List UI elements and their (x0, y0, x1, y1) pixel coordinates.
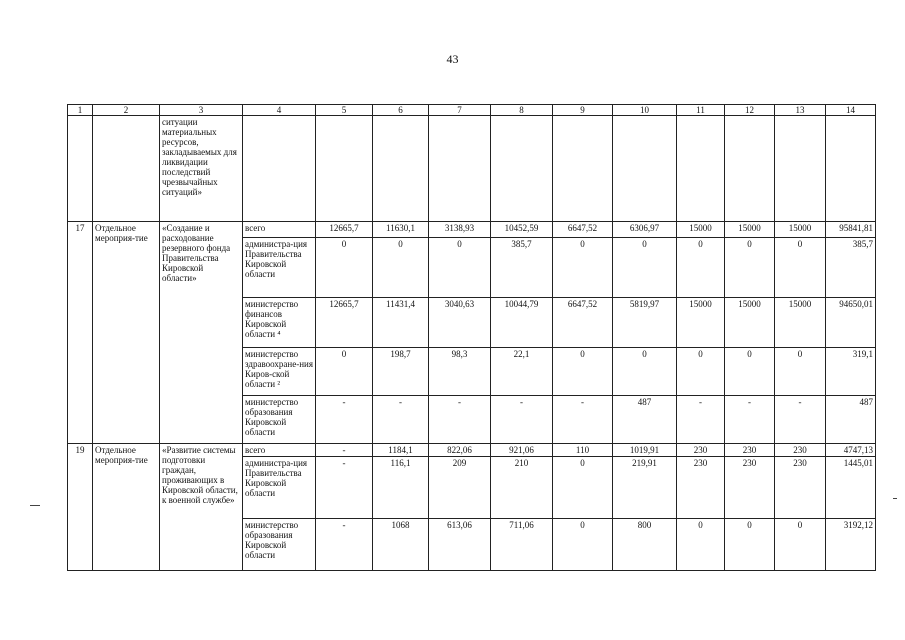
value-cell: 15000 (725, 298, 775, 348)
value-cell: 230 (725, 457, 775, 519)
executor-cell: администра-ция Правительства Кировской области (243, 238, 316, 298)
value-cell: 0 (677, 519, 725, 571)
table-row (68, 222, 876, 238)
value-cell: - (316, 396, 373, 444)
value-cell: 0 (316, 348, 373, 396)
value-cell: 1019,91 (613, 444, 677, 457)
value-cell: 613,06 (429, 519, 491, 571)
value-cell: 1068 (373, 519, 429, 571)
value-cell: 0 (677, 348, 725, 396)
value-cell: 198,7 (373, 348, 429, 396)
value-cell: 6647,52 (553, 298, 613, 348)
value-cell: 487 (613, 396, 677, 444)
value-cell: 0 (553, 457, 613, 519)
header-cell: 5 (316, 105, 373, 116)
header-cell: 10 (613, 105, 677, 116)
event-number-cell: 19 (68, 444, 93, 571)
value-cell: 3040,63 (429, 298, 491, 348)
event-name-cell: «Создание и расходование резервного фонда Правительства Кировской области» (160, 222, 243, 444)
value-cell: 385,7 (826, 238, 876, 298)
executor-cell: всего (243, 222, 316, 238)
executor-cell: министерство здравоохране-ния Киров-ской области ² (243, 348, 316, 396)
value-cell: 0 (429, 238, 491, 298)
value-cell: 0 (677, 238, 725, 298)
header-cell: 1 (68, 105, 93, 116)
value-cell: 0 (725, 238, 775, 298)
value-cell: - (316, 457, 373, 519)
cell (316, 116, 373, 222)
cell (68, 116, 93, 222)
value-cell: 15000 (677, 222, 725, 238)
cell (553, 116, 613, 222)
value-cell: 3192,12 (826, 519, 876, 571)
financing-table (67, 104, 876, 571)
value-cell: 0 (553, 348, 613, 396)
scan-mark (30, 505, 40, 506)
cell (725, 116, 775, 222)
value-cell: - (725, 396, 775, 444)
value-cell: 0 (373, 238, 429, 298)
header-cell: 14 (826, 105, 876, 116)
value-cell: 0 (725, 348, 775, 396)
table-row (68, 444, 876, 457)
value-cell: 94650,01 (826, 298, 876, 348)
value-cell: 12665,7 (316, 222, 373, 238)
value-cell: - (775, 396, 826, 444)
value-cell: 110 (553, 444, 613, 457)
value-cell: 0 (613, 238, 677, 298)
header-cell: 7 (429, 105, 491, 116)
value-cell: 230 (775, 444, 826, 457)
event-type-cell: Отдельное мероприя-тие (93, 444, 160, 571)
cell (775, 116, 826, 222)
header-cell: 9 (553, 105, 613, 116)
value-cell: - (316, 519, 373, 571)
value-cell: 10044,79 (491, 298, 553, 348)
value-cell: - (429, 396, 491, 444)
executor-cell: министерство финансов Кировской области ⁴ (243, 298, 316, 348)
cell (677, 116, 725, 222)
value-cell: 1184,1 (373, 444, 429, 457)
value-cell: 1445,01 (826, 457, 876, 519)
value-cell: - (373, 396, 429, 444)
value-cell: 22,1 (491, 348, 553, 396)
value-cell: 319,1 (826, 348, 876, 396)
value-cell: 10452,59 (491, 222, 553, 238)
cell (429, 116, 491, 222)
value-cell: 116,1 (373, 457, 429, 519)
value-cell: 0 (316, 238, 373, 298)
cell (373, 116, 429, 222)
value-cell: 15000 (725, 222, 775, 238)
value-cell: 15000 (775, 222, 826, 238)
value-cell: 4747,13 (826, 444, 876, 457)
cell (93, 116, 160, 222)
value-cell: - (677, 396, 725, 444)
header-cell: 8 (491, 105, 553, 116)
value-cell: 11630,1 (373, 222, 429, 238)
header-cell: 3 (160, 105, 243, 116)
value-cell: 800 (613, 519, 677, 571)
header-cell: 2 (93, 105, 160, 116)
header-cell: 11 (677, 105, 725, 116)
continuation-row (68, 116, 876, 222)
value-cell: 15000 (677, 298, 725, 348)
executor-cell: администра-ция Правительства Кировской области (243, 457, 316, 519)
value-cell: 822,06 (429, 444, 491, 457)
value-cell: 0 (725, 519, 775, 571)
value-cell: 230 (725, 444, 775, 457)
event-name-cell: ситуации материальных ресурсов, закладываемых для ликвидации последствий чрезвычайных ситуаций» (160, 116, 243, 222)
event-number-cell: 17 (68, 222, 93, 444)
page-number: 43 (446, 52, 459, 66)
value-cell: - (491, 396, 553, 444)
value-cell: 230 (677, 444, 725, 457)
value-cell: 711,06 (491, 519, 553, 571)
value-cell: 0 (613, 348, 677, 396)
value-cell: 6306,97 (613, 222, 677, 238)
value-cell: 0 (775, 348, 826, 396)
header-cell: 4 (243, 105, 316, 116)
value-cell: 95841,81 (826, 222, 876, 238)
value-cell: - (316, 444, 373, 457)
value-cell: 15000 (775, 298, 826, 348)
value-cell: 11431,4 (373, 298, 429, 348)
cell (826, 116, 876, 222)
value-cell: 12665,7 (316, 298, 373, 348)
cell (243, 116, 316, 222)
value-cell: 0 (775, 519, 826, 571)
executor-cell: министерство образования Кировской области (243, 519, 316, 571)
value-cell: 219,91 (613, 457, 677, 519)
value-cell: 210 (491, 457, 553, 519)
header-cell: 12 (725, 105, 775, 116)
event-name-cell: «Развитие системы подготовки граждан, проживающих в Кировской области, к военной службе» (160, 444, 243, 571)
header-row (68, 105, 876, 116)
value-cell: 3138,93 (429, 222, 491, 238)
executor-cell: министерство образования Кировской области (243, 396, 316, 444)
header-cell: 13 (775, 105, 826, 116)
cell (613, 116, 677, 222)
value-cell: 230 (677, 457, 725, 519)
value-cell: 921,06 (491, 444, 553, 457)
scan-mark (893, 498, 897, 499)
value-cell: 5819,97 (613, 298, 677, 348)
value-cell: 209 (429, 457, 491, 519)
value-cell: 6647,52 (553, 222, 613, 238)
value-cell: 230 (775, 457, 826, 519)
value-cell: - (553, 396, 613, 444)
executor-cell: всего (243, 444, 316, 457)
value-cell: 0 (775, 238, 826, 298)
value-cell: 385,7 (491, 238, 553, 298)
value-cell: 98,3 (429, 348, 491, 396)
value-cell: 0 (553, 238, 613, 298)
event-type-cell: Отдельное мероприя-тие (93, 222, 160, 444)
header-cell: 6 (373, 105, 429, 116)
cell (491, 116, 553, 222)
value-cell: 0 (553, 519, 613, 571)
value-cell: 487 (826, 396, 876, 444)
